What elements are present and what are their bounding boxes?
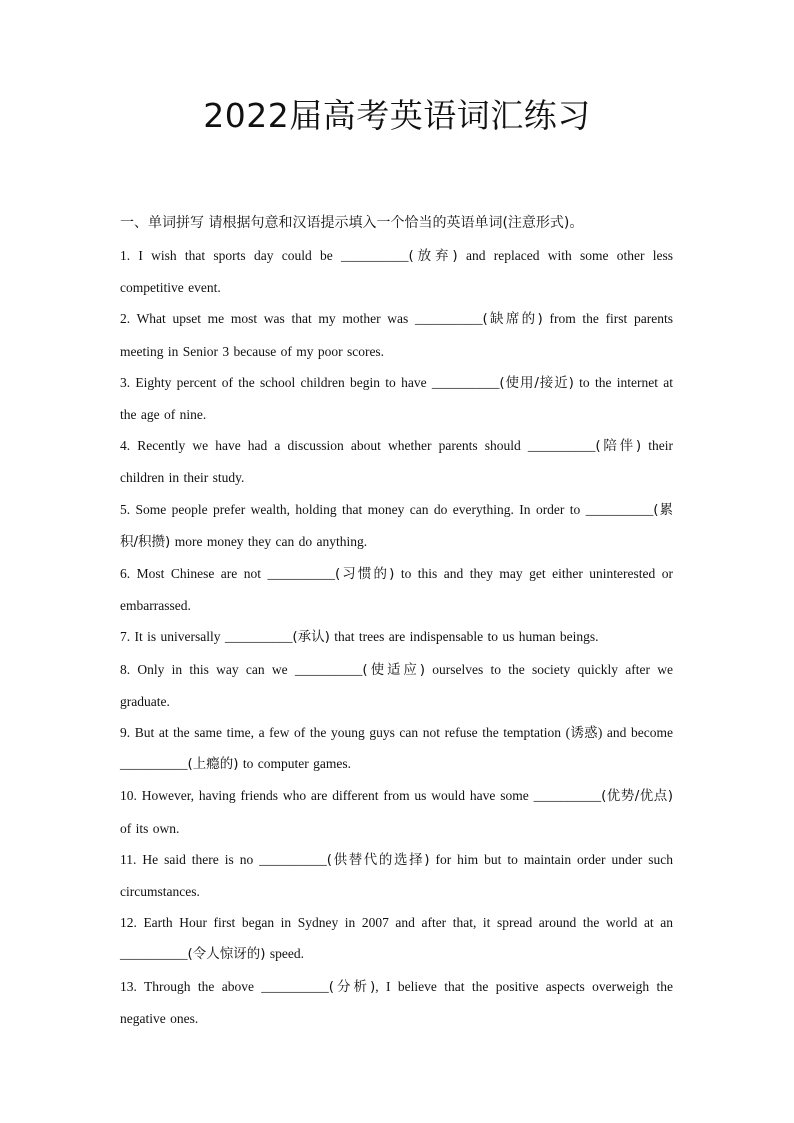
chinese-hint: (令人惊讶的)	[187, 946, 266, 963]
chinese-hint: (放弃)	[408, 248, 458, 264]
question-item	[120, 494, 673, 558]
chinese-hint: (供替代的选择)	[326, 851, 430, 868]
question-number: 12.	[120, 915, 137, 931]
question-text-before: Eighty percent of the school children begin to have	[130, 374, 432, 390]
chinese-hint: (分析)	[328, 978, 376, 995]
question-text-after: and replaced with some other less competitive event.	[120, 248, 673, 296]
page-title: 2022届高考英语词汇练习	[203, 96, 591, 135]
chinese-hint: (优势/优点)	[601, 788, 673, 805]
answer-blank: __________	[259, 851, 327, 867]
question-text-before: What upset me most was that my mother was	[130, 311, 415, 327]
question-number: 9.	[120, 725, 131, 741]
question-number: 13.	[120, 978, 137, 994]
question-text-before: Most Chinese are not	[130, 566, 268, 582]
question-text-after: speed.	[265, 946, 305, 962]
question-text-before: I wish that sports day could be	[130, 248, 341, 263]
question-number: 8.	[120, 661, 131, 677]
section-heading: 一、单词拼写 请根据句意和汉语提示填入一个恰当的英语单词(注意形式)。	[120, 215, 584, 231]
question-text-before: It is universally	[130, 629, 225, 645]
question-number: 11.	[120, 851, 137, 867]
question-number: 4.	[120, 438, 131, 454]
question-text-before: Some people prefer wealth, holding that money can do everything. In order to	[130, 501, 586, 517]
chinese-hint: (使用/接近)	[499, 374, 574, 391]
answer-blank: __________	[294, 661, 363, 677]
question-number: 1.	[120, 248, 131, 263]
question-item	[120, 780, 673, 843]
question-text-after: from the first parents meeting in Senior 3 because of my poor scores.	[120, 311, 673, 359]
answer-blank: __________	[261, 978, 329, 994]
question-number: 5.	[120, 501, 131, 517]
question-text-before: He said there is no	[136, 851, 260, 867]
answer-blank: __________	[533, 788, 602, 804]
question-text-after: their children in their study.	[120, 438, 673, 486]
question-text-after: more money they can do anything.	[170, 533, 368, 549]
question-number: 2.	[120, 311, 131, 327]
chinese-hint: (上瘾的)	[187, 756, 239, 773]
question-text-after: that trees are indispensable to us human beings.	[329, 629, 599, 645]
question-text-after: of its own.	[120, 820, 180, 836]
answer-blank: __________	[120, 756, 188, 772]
question-number: 6.	[120, 566, 131, 582]
chinese-hint: (承认)	[292, 629, 330, 646]
question-text-after: to computer games.	[238, 756, 352, 772]
answer-blank: __________	[585, 501, 654, 517]
answer-blank: __________	[431, 374, 500, 390]
answer-blank: __________	[340, 248, 409, 263]
question-item	[120, 971, 673, 1034]
chinese-hint: (习惯的)	[334, 566, 395, 583]
question-number: 3.	[120, 374, 131, 390]
question-text-after: to the internet at the age of nine.	[120, 374, 673, 423]
answer-blank: __________	[527, 438, 596, 454]
question-text-before: Earth Hour first began in Sydney in 2007 and after that, it spread around the world at an	[136, 915, 673, 931]
question-text-before: However, having friends who are different from us would have some	[136, 788, 534, 804]
chinese-hint: (使适应)	[362, 661, 425, 678]
chinese-hint: (陪伴)	[595, 438, 642, 455]
chinese-hint: (累积/积攒)	[120, 501, 673, 550]
question-item	[120, 844, 673, 907]
question-text-after: ourselves to the society quickly after we graduate.	[120, 661, 673, 709]
chinese-hint: (缺席的)	[482, 311, 543, 328]
question-item	[120, 240, 673, 303]
question-list	[120, 240, 673, 1034]
question-item	[120, 558, 673, 621]
question-text-before: Only in this way can we	[130, 661, 295, 677]
question-item	[120, 717, 673, 780]
question-item	[120, 654, 673, 717]
question-item	[120, 430, 673, 493]
question-item	[120, 367, 673, 430]
answer-blank: __________	[120, 946, 188, 962]
question-text-after: to this and they may get either uninterested or embarrassed.	[120, 566, 673, 614]
question-text-before: Recently we have had a discussion about whether parents should	[130, 438, 528, 454]
answer-blank: __________	[414, 311, 483, 327]
answer-blank: __________	[224, 629, 293, 645]
question-item	[120, 907, 673, 970]
question-text-before: But at the same time, a few of the young guys can not refuse the temptation (诱惑) and become	[130, 725, 673, 741]
answer-blank: __________	[267, 566, 335, 582]
question-number: 7.	[120, 629, 131, 645]
question-item	[120, 621, 673, 653]
question-text-after: for him but to maintain order under such circumstances.	[120, 851, 673, 900]
question-text-after: , I believe that the positive aspects overweigh the negative ones.	[120, 978, 673, 1026]
question-number: 10.	[120, 788, 137, 804]
question-item	[120, 303, 673, 366]
question-text-before: Through the above	[136, 978, 262, 994]
